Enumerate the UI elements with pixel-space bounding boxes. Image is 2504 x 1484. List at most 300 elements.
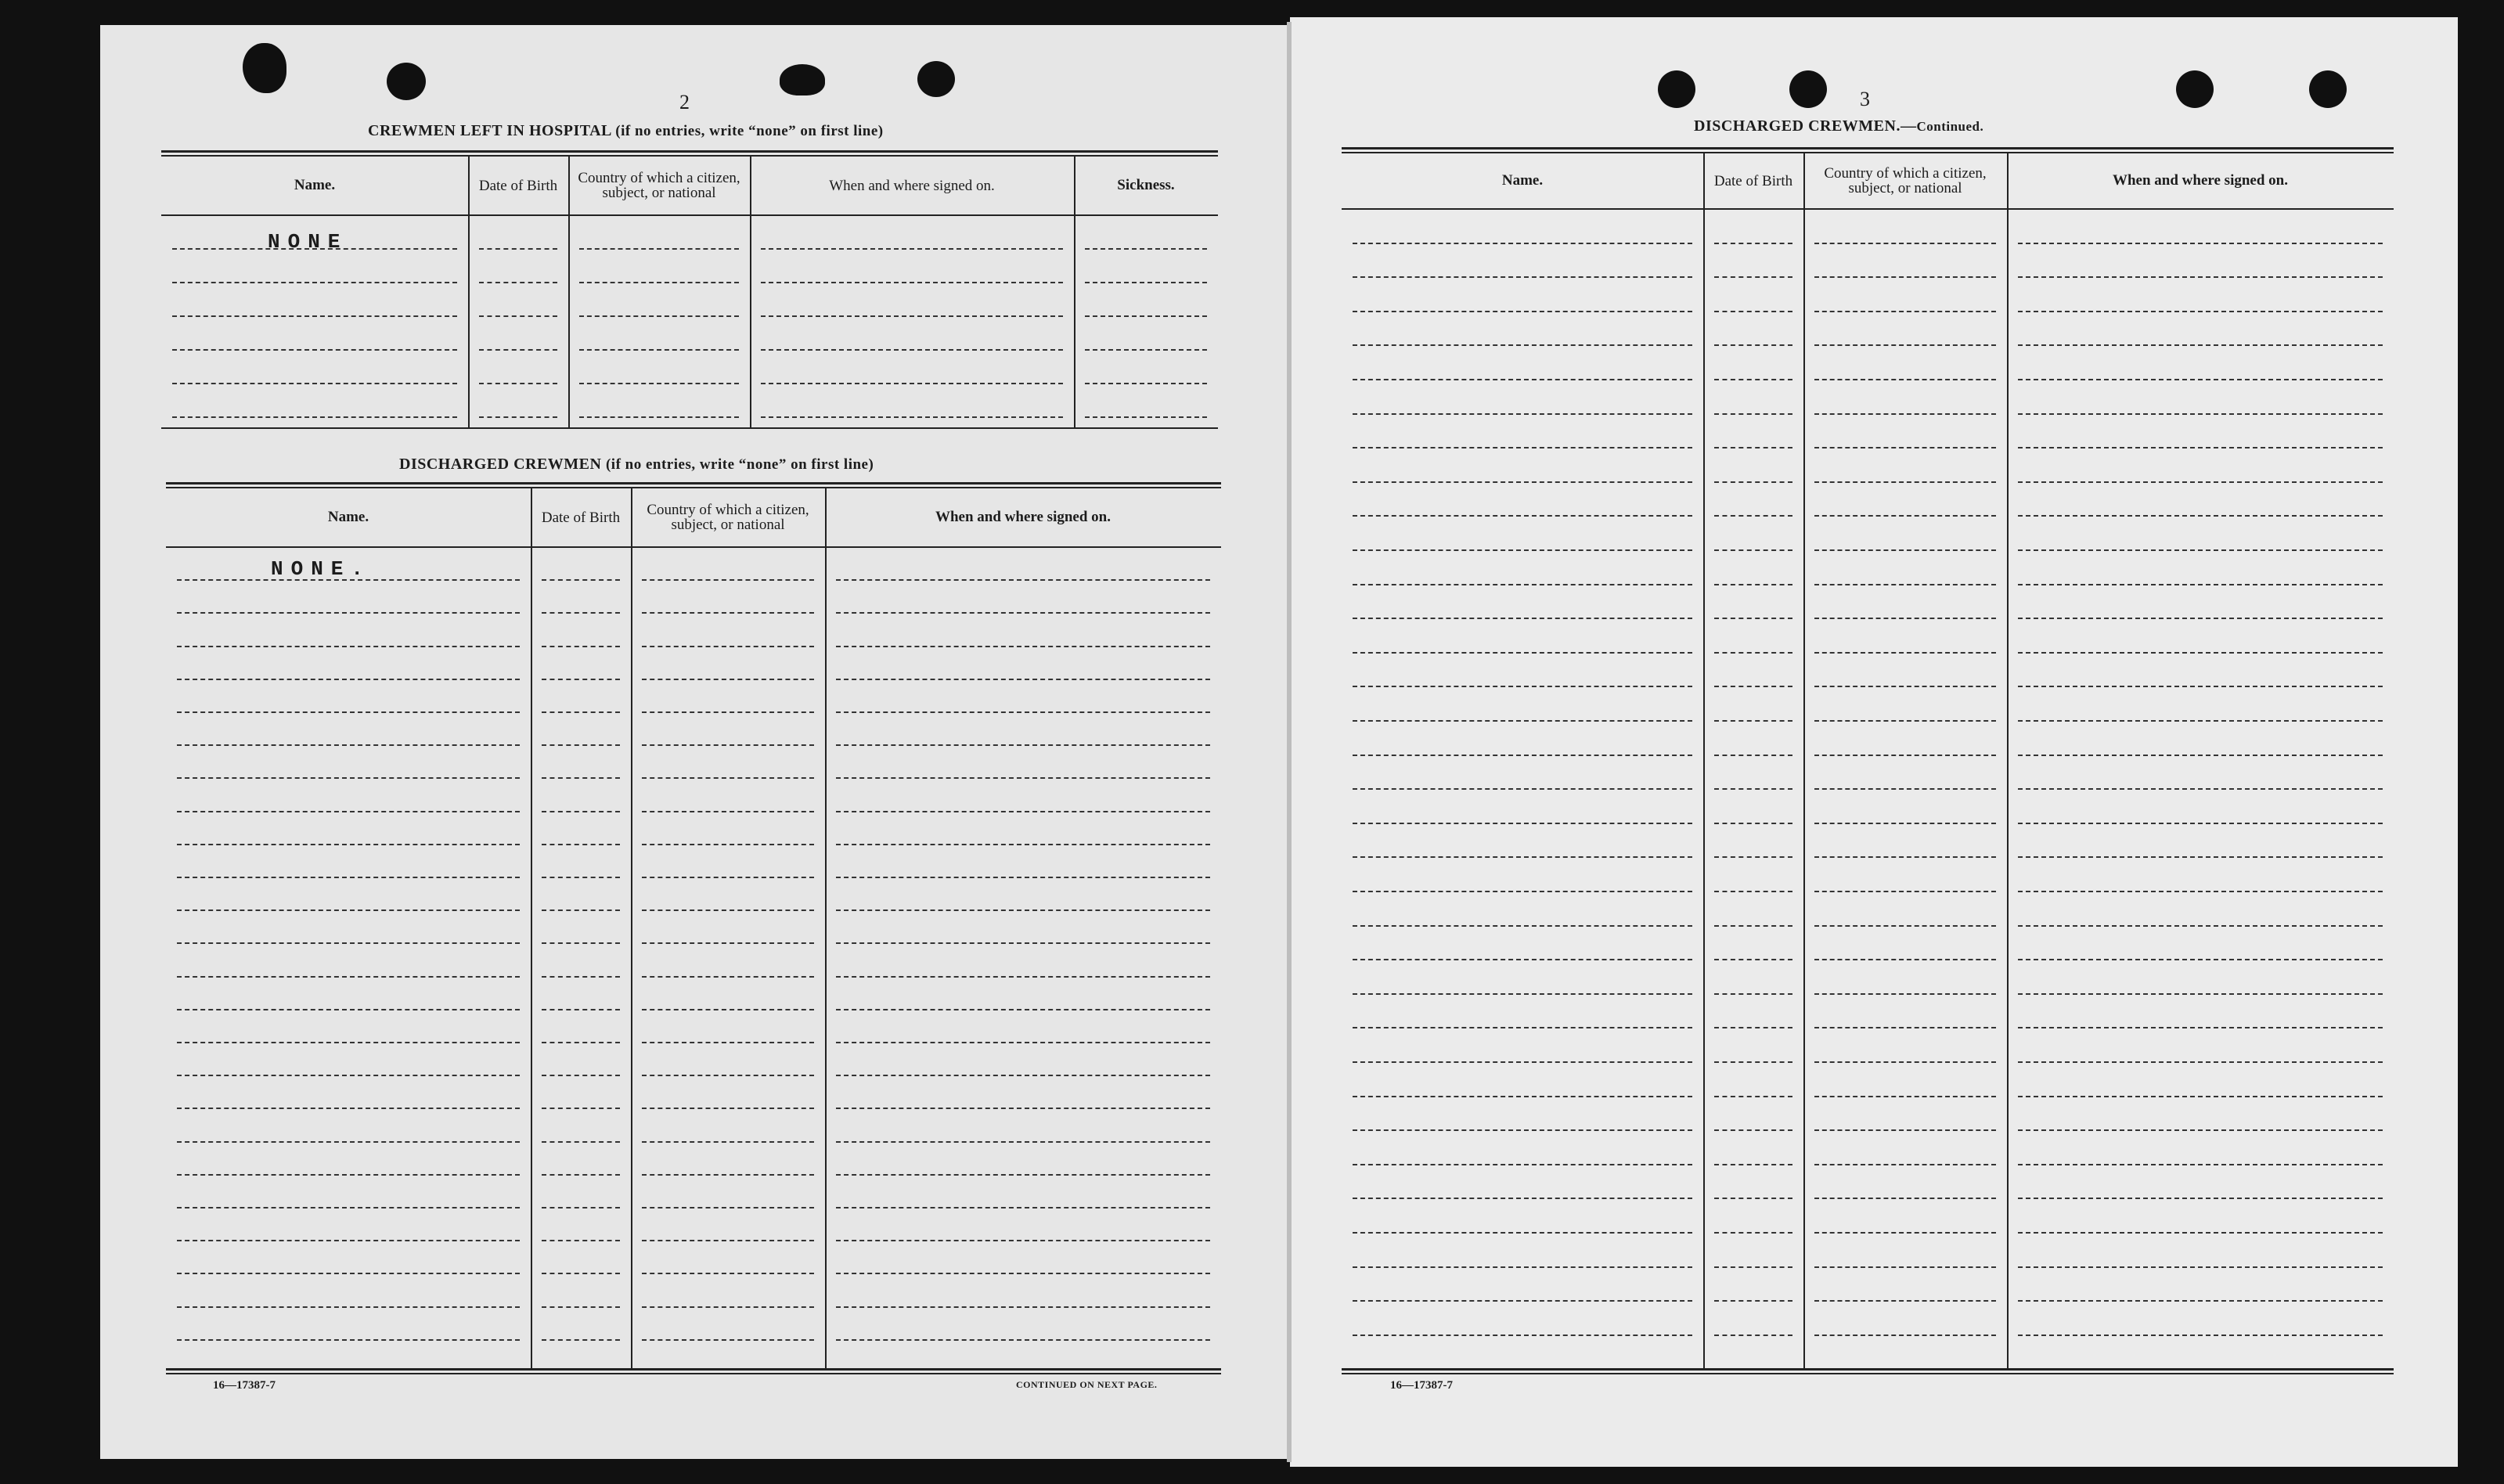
entry-line xyxy=(177,909,520,911)
entry-line xyxy=(836,942,1210,944)
entry-line xyxy=(836,1339,1210,1341)
entry-line xyxy=(1085,349,1207,351)
entry-line xyxy=(1814,344,1996,346)
entry-line xyxy=(1353,447,1692,448)
entry-line xyxy=(542,646,620,647)
entry-line xyxy=(761,282,1063,283)
entry-line xyxy=(542,1339,620,1341)
entry-line xyxy=(2018,823,2383,824)
entry-line xyxy=(1353,515,1692,517)
column-divider xyxy=(750,157,751,427)
entry-line xyxy=(1353,720,1692,722)
column-header: Date of Birth xyxy=(541,509,621,526)
column-divider xyxy=(825,488,827,1368)
entry-line xyxy=(642,777,814,779)
entry-line xyxy=(1353,584,1692,585)
entry-line xyxy=(479,349,557,351)
entry-line xyxy=(1814,993,1996,995)
entry-line xyxy=(2018,1266,2383,1268)
entry-line xyxy=(836,744,1210,746)
column-header: Name. xyxy=(1501,172,1544,189)
entry-line xyxy=(2018,1061,2383,1063)
entry-line xyxy=(2018,379,2383,380)
entry-line xyxy=(1353,1096,1692,1097)
entry-line xyxy=(642,679,814,680)
entry-line xyxy=(1714,1335,1792,1336)
entry-line xyxy=(1714,959,1792,960)
entry-line xyxy=(642,1306,814,1308)
entry-line xyxy=(579,282,739,283)
entry-line xyxy=(1814,515,1996,517)
entry-line xyxy=(542,1042,620,1043)
entry-line xyxy=(542,777,620,779)
entry-line xyxy=(1814,823,1996,824)
entry-line xyxy=(1714,549,1792,551)
entry-line xyxy=(1714,276,1792,278)
entry-line xyxy=(1353,823,1692,824)
entry-line xyxy=(836,1240,1210,1241)
entry-line xyxy=(1814,276,1996,278)
table-top-rule xyxy=(1342,147,2394,153)
header-rule xyxy=(166,546,1221,548)
entry-line xyxy=(479,416,557,418)
entry-line xyxy=(1814,959,1996,960)
entry-line xyxy=(177,1141,520,1143)
column-header: Country of which a citizen, subject, or national xyxy=(647,502,809,533)
entry-line xyxy=(1714,1061,1792,1063)
entry-line xyxy=(177,1306,520,1308)
entry-line xyxy=(542,1075,620,1076)
column-divider xyxy=(468,157,470,427)
entry-line xyxy=(1353,1335,1692,1336)
entry-line xyxy=(2018,1232,2383,1234)
entry-line xyxy=(172,315,457,317)
entry-none: NONE. xyxy=(271,557,372,581)
entry-line xyxy=(642,844,814,845)
entry-line xyxy=(2018,618,2383,619)
entry-line xyxy=(1353,243,1692,244)
page-number: 2 xyxy=(679,91,690,113)
column-divider xyxy=(2007,153,2009,1368)
entry-line xyxy=(642,1075,814,1076)
entry-line xyxy=(542,1174,620,1176)
entry-line xyxy=(1353,686,1692,687)
entry-line xyxy=(642,811,814,812)
entry-line xyxy=(1714,652,1792,654)
entry-line xyxy=(1814,618,1996,619)
entry-line xyxy=(479,248,557,250)
entry-line xyxy=(1085,315,1207,317)
entry-line xyxy=(2018,1027,2383,1028)
entry-line xyxy=(836,1174,1210,1176)
entry-line xyxy=(542,1108,620,1109)
entry-line xyxy=(2018,891,2383,892)
entry-line xyxy=(1814,413,1996,415)
discharged-section-title xyxy=(399,456,874,474)
hospital-section-title xyxy=(368,122,884,140)
entry-line xyxy=(836,711,1210,713)
entry-line xyxy=(1714,1300,1792,1302)
entry-line xyxy=(1714,720,1792,722)
table-bottom-rule xyxy=(166,1368,1221,1374)
column-header: When and where signed on. xyxy=(935,509,1111,525)
punch-hole xyxy=(243,43,286,93)
entry-line xyxy=(761,349,1063,351)
entry-line xyxy=(761,416,1063,418)
entry-line xyxy=(836,1075,1210,1076)
right-page xyxy=(1290,17,2458,1467)
entry-line xyxy=(1714,993,1792,995)
entry-line xyxy=(1814,243,1996,244)
entry-line xyxy=(642,646,814,647)
entry-line xyxy=(2018,413,2383,415)
entry-line xyxy=(836,579,1210,581)
entry-line xyxy=(2018,959,2383,960)
entry-line xyxy=(542,1141,620,1143)
entry-line xyxy=(1085,416,1207,418)
entry-line xyxy=(836,1207,1210,1208)
column-header: When and where signed on. xyxy=(829,177,995,194)
entry-line xyxy=(761,248,1063,250)
table-bottom-rule xyxy=(161,427,1218,429)
entry-line xyxy=(542,612,620,614)
entry-line xyxy=(542,844,620,845)
entry-line xyxy=(1714,243,1792,244)
entry-line xyxy=(642,1141,814,1143)
entry-line xyxy=(1353,1232,1692,1234)
entry-line xyxy=(1353,1266,1692,1268)
entry-line xyxy=(1085,248,1207,250)
punch-hole xyxy=(1789,70,1827,108)
entry-line xyxy=(1714,755,1792,756)
entry-line xyxy=(642,1108,814,1109)
column-header: When and where signed on. xyxy=(2112,172,2288,189)
entry-line xyxy=(172,383,457,384)
entry-line xyxy=(1714,618,1792,619)
entry-line xyxy=(2018,549,2383,551)
entry-line xyxy=(1353,276,1692,278)
punch-hole xyxy=(917,61,955,97)
entry-line xyxy=(2018,243,2383,244)
entry-line xyxy=(836,1108,1210,1109)
entry-line xyxy=(542,909,620,911)
entry-line xyxy=(836,1141,1210,1143)
entry-line xyxy=(177,1174,520,1176)
entry-line xyxy=(1814,891,1996,892)
entry-line xyxy=(2018,856,2383,858)
entry-line xyxy=(1353,413,1692,415)
entry-line xyxy=(2018,1129,2383,1131)
form-number: 16—17387-7 xyxy=(213,1379,276,1392)
column-header: Sickness. xyxy=(1117,177,1175,193)
entry-line xyxy=(1353,481,1692,483)
discharged-continued-title xyxy=(1694,117,1983,135)
entry-line xyxy=(642,1009,814,1010)
entry-line xyxy=(1814,1335,1996,1336)
entry-line xyxy=(579,383,739,384)
header-rule xyxy=(1342,208,2394,210)
entry-line xyxy=(2018,686,2383,687)
entry-line xyxy=(579,349,739,351)
entry-line xyxy=(1714,1266,1792,1268)
entry-line xyxy=(1814,720,1996,722)
column-header: Name. xyxy=(327,509,369,525)
column-divider xyxy=(1703,153,1705,1368)
entry-line xyxy=(542,1273,620,1274)
entry-line xyxy=(1714,1198,1792,1199)
entry-line xyxy=(1353,925,1692,927)
entry-line xyxy=(177,976,520,978)
entry-line xyxy=(177,1273,520,1274)
entry-line xyxy=(642,877,814,878)
punch-hole xyxy=(1658,70,1695,108)
column-divider xyxy=(631,488,632,1368)
column-header: Date of Birth xyxy=(478,177,558,194)
entry-line xyxy=(1353,1164,1692,1165)
entry-line xyxy=(2018,788,2383,790)
entry-line xyxy=(836,976,1210,978)
entry-line xyxy=(1714,1164,1792,1165)
continued-suffix: Continued. xyxy=(1916,119,1984,134)
entry-line xyxy=(642,942,814,944)
entry-line xyxy=(642,711,814,713)
entry-line xyxy=(1814,1096,1996,1097)
entry-line xyxy=(1353,618,1692,619)
entry-line xyxy=(542,579,620,581)
entry-line xyxy=(2018,993,2383,995)
entry-line xyxy=(542,1306,620,1308)
entry-line xyxy=(177,1075,520,1076)
entry-line xyxy=(836,777,1210,779)
entry-line xyxy=(2018,1300,2383,1302)
entry-line xyxy=(1085,383,1207,384)
punch-hole xyxy=(387,63,426,100)
entry-line xyxy=(177,612,520,614)
continued-note: CONTINUED ON NEXT PAGE. xyxy=(1016,1379,1158,1390)
entry-line xyxy=(1814,652,1996,654)
page-fold xyxy=(1287,22,1292,1462)
entry-line xyxy=(542,744,620,746)
entry-line xyxy=(1814,1061,1996,1063)
entry-line xyxy=(1714,1027,1792,1028)
entry-line xyxy=(1814,1232,1996,1234)
entry-line xyxy=(1714,515,1792,517)
entry-line xyxy=(1353,311,1692,312)
entry-line xyxy=(836,877,1210,878)
entry-line xyxy=(542,1240,620,1241)
entry-line xyxy=(2018,447,2383,448)
entry-line xyxy=(1714,413,1792,415)
entry-line xyxy=(1353,549,1692,551)
entry-line xyxy=(1714,925,1792,927)
entry-line xyxy=(836,909,1210,911)
entry-line xyxy=(177,646,520,647)
entry-line xyxy=(1353,788,1692,790)
entry-line xyxy=(1714,447,1792,448)
entry-line xyxy=(2018,720,2383,722)
entry-line xyxy=(1714,1096,1792,1097)
entry-line xyxy=(1714,686,1792,687)
entry-line xyxy=(1353,1027,1692,1028)
column-header: Name. xyxy=(294,177,336,193)
entry-line xyxy=(1814,549,1996,551)
entry-line xyxy=(642,1042,814,1043)
table-top-rule xyxy=(161,150,1218,157)
entry-line xyxy=(1714,1232,1792,1234)
entry-line xyxy=(177,1042,520,1043)
entry-line xyxy=(1714,788,1792,790)
entry-line xyxy=(2018,276,2383,278)
form-number: 16—17387-7 xyxy=(1390,1379,1453,1392)
discharged-continued-title-text: DISCHARGED CREWMEN.— xyxy=(1694,117,1917,135)
entry-line xyxy=(177,942,520,944)
entry-line xyxy=(2018,1335,2383,1336)
entry-line xyxy=(1353,891,1692,892)
column-divider xyxy=(1074,157,1075,427)
entry-line xyxy=(642,1207,814,1208)
entry-line xyxy=(177,1339,520,1341)
entry-line xyxy=(1814,788,1996,790)
table-bottom-rule xyxy=(1342,1368,2394,1374)
entry-line xyxy=(761,315,1063,317)
entry-line xyxy=(1714,481,1792,483)
entry-line xyxy=(642,1174,814,1176)
hospital-title-text: CREWMEN LEFT IN HOSPITAL xyxy=(368,122,611,139)
entry-line xyxy=(1353,379,1692,380)
entry-line xyxy=(1814,379,1996,380)
entry-line xyxy=(642,1273,814,1274)
entry-line xyxy=(177,1240,520,1241)
entry-line xyxy=(1814,1266,1996,1268)
entry-line xyxy=(1353,1198,1692,1199)
entry-line xyxy=(836,1273,1210,1274)
entry-line xyxy=(1353,993,1692,995)
entry-line xyxy=(479,383,557,384)
entry-line xyxy=(542,976,620,978)
entry-line xyxy=(1814,447,1996,448)
punch-hole xyxy=(780,64,825,95)
entry-line xyxy=(479,282,557,283)
entry-line xyxy=(1814,1300,1996,1302)
entry-line xyxy=(1714,823,1792,824)
punch-hole xyxy=(2309,70,2347,108)
entry-line xyxy=(1814,925,1996,927)
entry-line xyxy=(177,679,520,680)
entry-line xyxy=(2018,652,2383,654)
entry-line xyxy=(642,1240,814,1241)
entry-line xyxy=(177,877,520,878)
entry-line xyxy=(2018,584,2383,585)
entry-line xyxy=(1353,1129,1692,1131)
entry-line xyxy=(177,1108,520,1109)
entry-line xyxy=(177,711,520,713)
entry-line xyxy=(836,1009,1210,1010)
table-top-rule xyxy=(166,482,1221,488)
entry-line xyxy=(177,1207,520,1208)
entry-line xyxy=(579,248,739,250)
entry-line xyxy=(542,1009,620,1010)
entry-line xyxy=(1814,1129,1996,1131)
entry-line xyxy=(172,416,457,418)
entry-line xyxy=(1714,1129,1792,1131)
entry-line xyxy=(1814,856,1996,858)
entry-line xyxy=(2018,515,2383,517)
entry-line xyxy=(1814,686,1996,687)
entry-line xyxy=(2018,1164,2383,1165)
entry-line xyxy=(836,1306,1210,1308)
entry-line xyxy=(479,315,557,317)
entry-line xyxy=(836,844,1210,845)
entry-line xyxy=(177,744,520,746)
entry-line xyxy=(1814,1164,1996,1165)
entry-line xyxy=(1814,755,1996,756)
entry-line xyxy=(177,811,520,812)
entry-line xyxy=(1714,379,1792,380)
entry-line xyxy=(1353,1300,1692,1302)
column-header: Date of Birth xyxy=(1713,172,1793,189)
entry-line xyxy=(1714,584,1792,585)
entry-line xyxy=(1814,1198,1996,1199)
discharged-instruction: (if no entries, write “none” on first line) xyxy=(605,456,874,473)
entry-line xyxy=(2018,481,2383,483)
entry-line xyxy=(1714,891,1792,892)
punch-hole xyxy=(2176,70,2214,108)
entry-line xyxy=(1814,584,1996,585)
discharged-title-text: DISCHARGED CREWMEN xyxy=(399,456,602,473)
entry-line xyxy=(1353,856,1692,858)
column-header: Country of which a citizen, subject, or national xyxy=(1824,165,1987,196)
entry-line xyxy=(2018,344,2383,346)
entry-line xyxy=(642,612,814,614)
entry-line xyxy=(542,942,620,944)
entry-line xyxy=(542,877,620,878)
header-rule xyxy=(161,214,1218,216)
entry-line xyxy=(836,646,1210,647)
entry-line xyxy=(642,744,814,746)
entry-line xyxy=(542,679,620,680)
entry-line xyxy=(1714,344,1792,346)
column-divider xyxy=(568,157,570,427)
entry-line xyxy=(579,416,739,418)
hospital-instruction: (if no entries, write “none” on first line) xyxy=(615,123,884,139)
entry-line xyxy=(1714,311,1792,312)
entry-line xyxy=(642,976,814,978)
entry-line xyxy=(177,777,520,779)
entry-line xyxy=(579,315,739,317)
entry-line xyxy=(1814,311,1996,312)
entry-line xyxy=(542,811,620,812)
entry-line xyxy=(836,811,1210,812)
entry-line xyxy=(642,909,814,911)
entry-line xyxy=(642,579,814,581)
entry-line xyxy=(1353,344,1692,346)
entry-line xyxy=(1814,1027,1996,1028)
column-divider xyxy=(1803,153,1805,1368)
entry-line xyxy=(1714,856,1792,858)
entry-line xyxy=(761,383,1063,384)
entry-line xyxy=(836,1042,1210,1043)
entry-line xyxy=(836,612,1210,614)
column-header: Country of which a citizen, subject, or national xyxy=(578,170,740,201)
entry-line xyxy=(1353,959,1692,960)
entry-line xyxy=(2018,755,2383,756)
entry-line xyxy=(1353,755,1692,756)
entry-line xyxy=(2018,925,2383,927)
entry-line xyxy=(172,282,457,283)
entry-line xyxy=(2018,1096,2383,1097)
entry-line xyxy=(836,679,1210,680)
entry-line xyxy=(542,711,620,713)
